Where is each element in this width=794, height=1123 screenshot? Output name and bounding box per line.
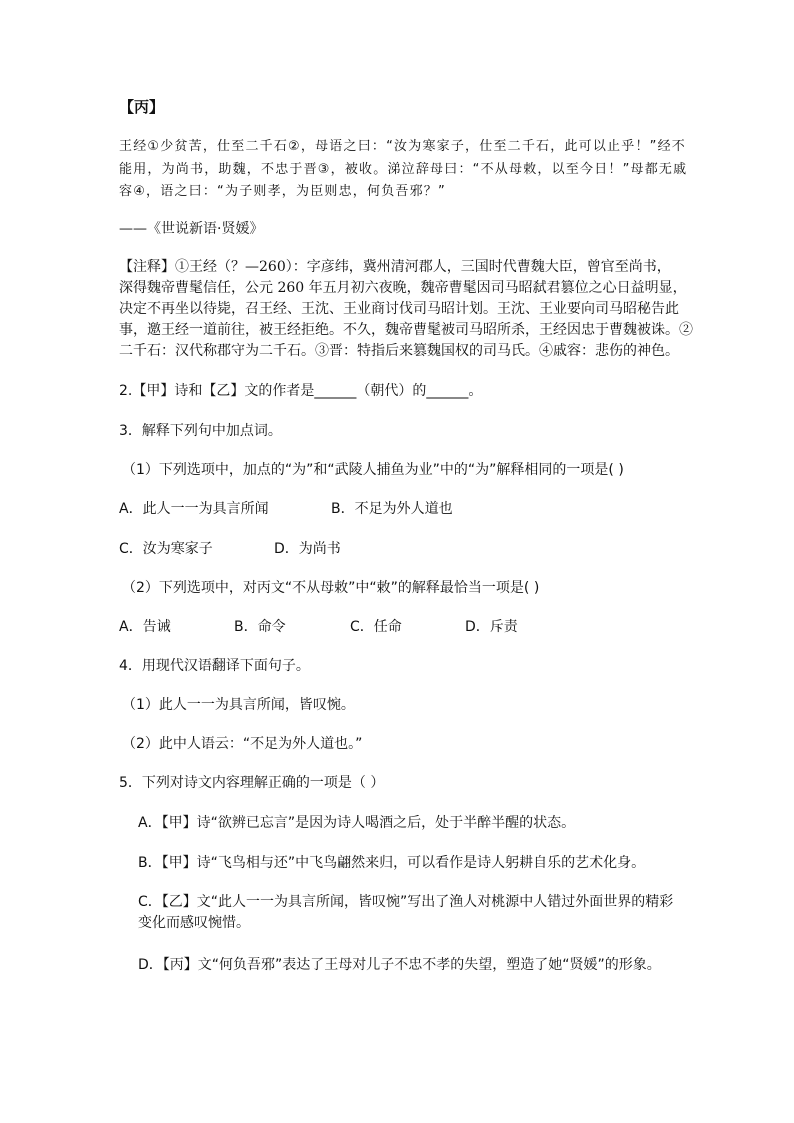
annotation-notes <box>119 257 699 362</box>
question-3-stem: 3．解释下列句中加点词。 <box>119 423 282 439</box>
option-d: D．为尚书 <box>274 541 341 557</box>
option-b: B．命令 <box>234 619 286 635</box>
note-line: 事，邀王经一道前往，被王经拒绝。不久，魏帝曹髦被司马昭所杀，王经因忠于曹魏被诛。② <box>119 322 693 338</box>
question-3-sub2: （2）下列选项中，对丙文“不从母敕”中“敕”的解释最恰当一项是( ) <box>122 580 540 596</box>
option-c-line: C．【乙】文“此人一一为具言所闻，皆叹惋”写出了渔人对桃源中人错过外面世界的精彩 <box>138 894 674 910</box>
option-c: C．汝为寒家子 <box>119 541 213 557</box>
option-c-line: 变化而感叹惋惜。 <box>138 915 250 931</box>
question-4-sentence-1: （1）此人一一为具言所闻，皆叹惋。 <box>122 697 355 713</box>
option-a: A．此人一一为具言所闻 <box>119 501 269 517</box>
question-5-option-a: A．【甲】诗“欲辨已忘言”是因为诗人喝酒之后，处于半醉半醒的状态。 <box>138 815 576 831</box>
classical-passage <box>119 136 699 204</box>
section-heading: 【丙】 <box>119 98 165 116</box>
question-5-stem: 5．下列对诗文内容理解正确的一项是（ ） <box>119 775 385 791</box>
option-c: C．任命 <box>350 619 402 635</box>
passage-source: ——《世说新语·贤媛》 <box>119 221 264 237</box>
question-4-sentence-2: （2）此中人语云：“不足为外人道也。” <box>122 736 363 752</box>
note-line: 二千石：汉代称郡守为二千石。③晋：特指后来篡魏国权的司马氏。④戚容：悲伤的神色。 <box>119 343 679 359</box>
option-a: A．告诫 <box>119 619 171 635</box>
question-5-option-d: D．【丙】文“何负吾邪”表达了王母对儿子不忠不孝的失望，塑造了她“贤媛”的形象。 <box>138 957 661 973</box>
note-line: 深得魏帝曹髦信任，公元 260 年五月初六夜晚，魏帝曹髦因司马昭弑君篡位之心日益明显， <box>119 280 687 296</box>
note-line: 决定不再坐以待毙，召王经、王沈、王业商讨伐司马昭计划。王沈、王业要向司马昭秘告此 <box>119 301 679 317</box>
question-4-stem: 4．用现代汉语翻译下面句子。 <box>119 658 310 674</box>
question-3-sub1: （1）下列选项中，加点的“为”和“武陵人捕鱼为业”中的“为”解释相同的一项是( ) <box>122 462 624 478</box>
note-line: 【注释】①王经（？—260）：字彦纬，冀州清河郡人，三国时代曹魏大臣，曾官至尚书， <box>119 259 671 275</box>
question-2: 2.【甲】诗和【乙】文的作者是______（朝代）的______。 <box>119 383 483 399</box>
passage-line: 王经①少贫苦，仕至二千石②，母语之曰：“汝为寒家子，仕至二千石，此可以止乎！”经不 <box>119 139 686 154</box>
passage-line: 能用，为尚书，助魏，不忠于晋③，被收。涕泣辞母曰：“不从母敕，以至今日！”母都无戚 <box>119 161 688 177</box>
question-5-option-c <box>138 892 698 934</box>
option-b: B．不足为外人道也 <box>331 501 453 517</box>
question-5-option-b: B．【甲】诗“飞鸟相与还”中飞鸟翩然来归，可以看作是诗人躬耕自乐的艺术化身。 <box>138 855 646 871</box>
option-d: D．斥责 <box>465 619 518 635</box>
passage-line: 容④，语之曰：“为子则孝，为臣则忠，何负吾邪？” <box>119 184 446 199</box>
